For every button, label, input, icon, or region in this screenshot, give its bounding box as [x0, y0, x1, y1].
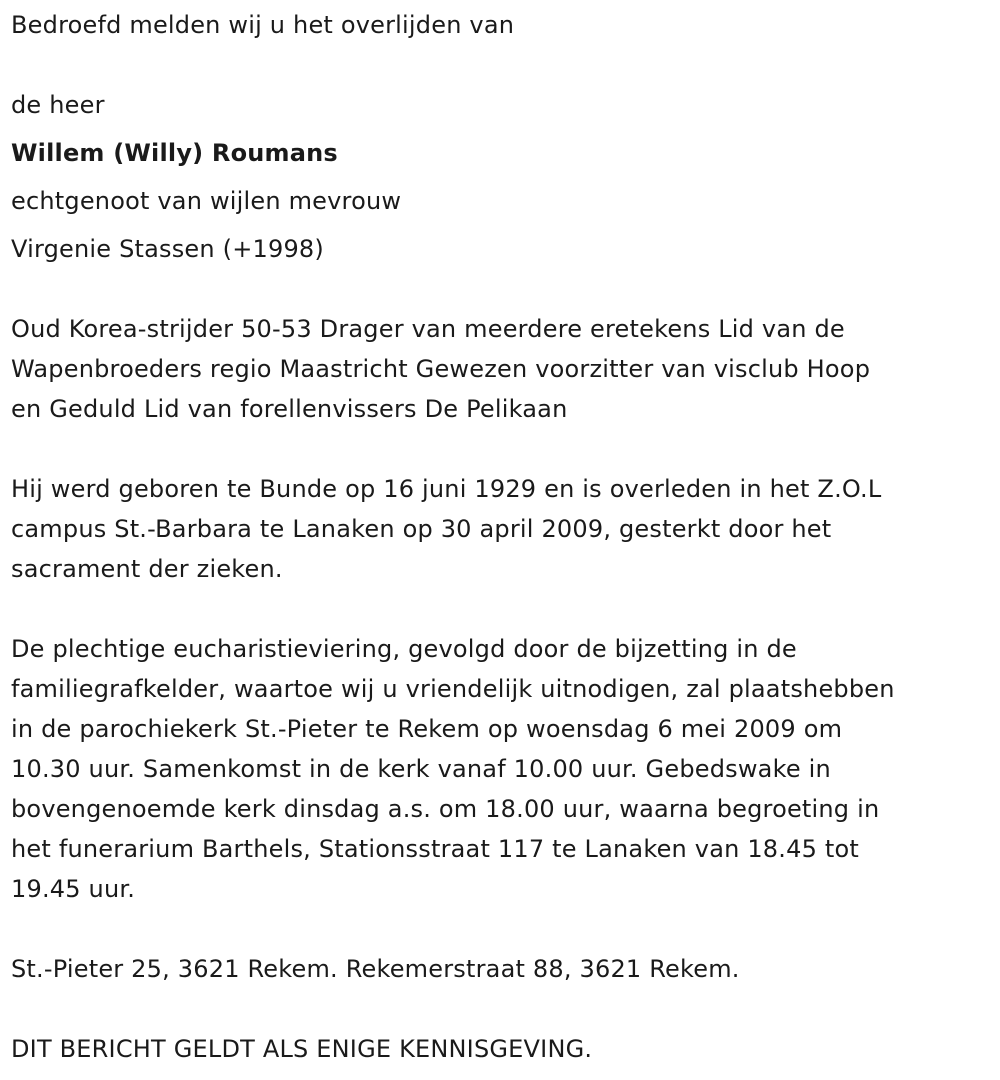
ceremony-line: in de parochiekerk St.-Pieter te Rekem op woensdag 6 mei 2009 om: [11, 715, 843, 743]
ceremony-line: 19.45 uur.: [11, 875, 136, 903]
salutation-line: de heer: [11, 91, 105, 119]
ceremony-line: het funerarium Barthels, Stationsstraat 117 te Lanaken van 18.45 tot: [11, 835, 859, 863]
intro-line: Bedroefd melden wij u het overlijden van: [11, 11, 515, 39]
ceremony-line: bovengenoemde kerk dinsdag a.s. om 18.00 uur, waarna begroeting in: [11, 795, 880, 823]
birth-death-line: Hij werd geboren te Bunde op 16 juni 1929 en is overleden in het Z.O.L: [11, 475, 882, 503]
ceremony-paragraph: [11, 629, 986, 909]
spouse-name: Virgenie Stassen (+1998): [11, 235, 324, 263]
ceremony-line: familiegrafkelder, waartoe wij u vriendelijk uitnodigen, zal plaatshebben: [11, 675, 895, 703]
deceased-name: Willem (Willy) Roumans: [11, 139, 338, 167]
biography-line: Oud Korea-strijder 50-53 Drager van meerdere eretekens Lid van de: [11, 315, 845, 343]
birth-death-paragraph: [11, 469, 986, 589]
birth-death-line: sacrament der zieken.: [11, 555, 283, 583]
biography-paragraph: [11, 309, 986, 429]
biography-line: en Geduld Lid van forellenvissers De Pelikaan: [11, 395, 568, 423]
addresses-line: St.-Pieter 25, 3621 Rekem. Rekemerstraat 88, 3621 Rekem.: [11, 955, 740, 983]
ceremony-line: 10.30 uur. Samenkomst in de kerk vanaf 10.00 uur. Gebedswake in: [11, 755, 831, 783]
closing-line: DIT BERICHT GELDT ALS ENIGE KENNISGEVING.: [11, 1035, 593, 1063]
spouse-label: echtgenoot van wijlen mevrouw: [11, 187, 402, 215]
biography-line: Wapenbroeders regio Maastricht Gewezen voorzitter van visclub Hoop: [11, 355, 871, 383]
ceremony-line: De plechtige eucharistieviering, gevolgd door de bijzetting in de: [11, 635, 797, 663]
birth-death-line: campus St.-Barbara te Lanaken op 30 april 2009, gesterkt door het: [11, 515, 832, 543]
